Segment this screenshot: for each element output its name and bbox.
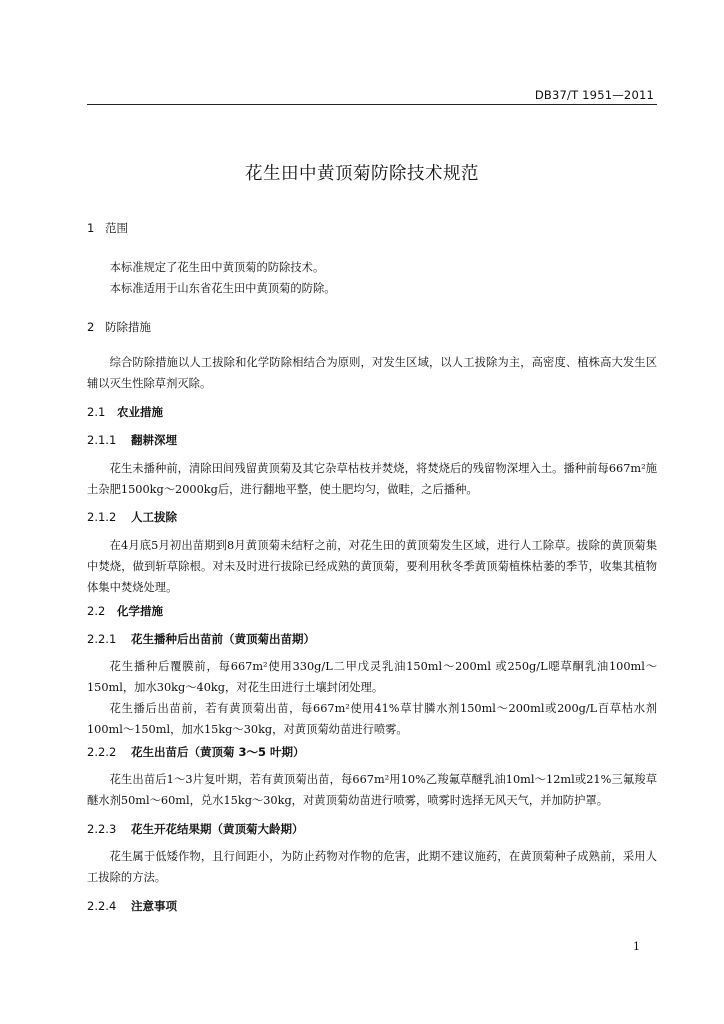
paragraph: 本标准规定了花生田中黄顶菊的防除技术。 bbox=[109, 261, 325, 274]
section-heading-2 bbox=[87, 318, 657, 336]
section-number: 2.1 bbox=[87, 405, 106, 419]
section-number: 2 bbox=[87, 320, 95, 334]
document-title: 花生田中黄顶菊防除技术规范 bbox=[245, 164, 479, 184]
section-title: 花生开花结果期（黄顶菊大龄期） bbox=[131, 822, 304, 836]
section-number: 2.2.3 bbox=[87, 822, 117, 836]
section-title: 防除措施 bbox=[105, 320, 151, 334]
section-2-2-3-body bbox=[87, 846, 657, 888]
standard-code: DB37/T 1951—2011 bbox=[534, 88, 654, 102]
paragraph: 本标准适用于山东省花生田中黄顶菊的防除。 bbox=[109, 282, 336, 295]
paragraph: 综合防除措施以人工拔除和化学防除相结合为原则，对发生区域，以人工拔除为主，高密度、植株高大发生区辅以灭生性除草剂灭除。 bbox=[87, 356, 657, 390]
page-number: 1 bbox=[633, 940, 640, 953]
section-heading-2-1 bbox=[87, 403, 657, 421]
section-heading-2-2-3 bbox=[87, 820, 657, 838]
section-number: 2.2.2 bbox=[87, 745, 117, 759]
section-number: 2.2.1 bbox=[87, 632, 117, 646]
section-title: 农业措施 bbox=[117, 405, 163, 419]
section-title: 人工拔除 bbox=[131, 510, 177, 524]
section-1-body bbox=[87, 257, 657, 299]
section-heading-2-2-2 bbox=[87, 743, 657, 761]
section-heading-2-2-4 bbox=[87, 897, 657, 915]
section-heading-1 bbox=[87, 219, 657, 237]
section-2-2-1-body bbox=[87, 656, 657, 740]
paragraph: 花生播后出苗前，若有黄顶菊出苗，每667m²使用41%草甘膦水剂150ml～200ml或200g/L百草枯水剂100ml～150ml，加水15kg～30kg，对黄顶菊幼苗进行喷雾。 bbox=[87, 702, 657, 736]
section-title: 花生出苗后（黄顶菊 3～5 叶期） bbox=[131, 745, 305, 759]
section-heading-2-1-1 bbox=[87, 431, 657, 449]
section-number: 1 bbox=[87, 221, 95, 235]
section-2-1-2-body bbox=[87, 535, 657, 598]
section-heading-2-2 bbox=[87, 602, 657, 620]
section-title: 花生播种后出苗前（黄顶菊出苗期） bbox=[131, 632, 315, 646]
section-title: 翻耕深埋 bbox=[131, 433, 177, 447]
paragraph: 花生未播种前，清除田间残留黄顶菊及其它杂草枯枝并焚烧，将焚烧后的残留物深埋入土。播种前每667m²施土杂肥1500kg～2000kg后，进行翻地平整，使土肥均匀，做畦，之后播种。 bbox=[87, 462, 657, 496]
section-number: 2.1.2 bbox=[87, 510, 117, 524]
section-2-2-2-body bbox=[87, 769, 657, 811]
section-heading-2-1-2 bbox=[87, 508, 657, 526]
section-title: 范围 bbox=[105, 221, 128, 235]
paragraph: 花生属于低矮作物，且行间距小，为防止药物对作物的危害，此期不建议施药，在黄顶菊种子成熟前，采用人工拔除的方法。 bbox=[87, 850, 657, 884]
section-number: 2.1.1 bbox=[87, 433, 117, 447]
section-title: 注意事项 bbox=[131, 899, 177, 913]
header-rule bbox=[87, 104, 657, 105]
paragraph: 花生播种后覆膜前，每667m²使用330g/L二甲戊灵乳油150ml～200ml 或250g/L噁草酮乳油100ml～150ml，加水30kg～40kg，对花生田进行土壤封闭处理。 bbox=[87, 660, 657, 694]
section-heading-2-2-1 bbox=[87, 630, 657, 648]
section-number: 2.2 bbox=[87, 604, 106, 618]
section-number: 2.2.4 bbox=[87, 899, 117, 913]
section-2-1-1-body bbox=[87, 458, 657, 500]
paragraph: 在4月底5月初出苗期到8月黄顶菊未结籽之前，对花生田的黄顶菊发生区域，进行人工除草。拔除的黄顶菊集中焚烧，做到斩草除根。对未及时进行拔除已经成熟的黄顶菊，要利用秋冬季黄顶菊植株枯萎的季节，收集其植物体集中焚烧处理。 bbox=[87, 539, 657, 594]
section-title: 化学措施 bbox=[117, 604, 163, 618]
section-2-body bbox=[87, 352, 657, 394]
paragraph: 花生出苗后1～3片复叶期，若有黄顶菊出苗，每667m²用10%乙羧氟草醚乳油10ml～12ml或21%三氟羧草醚水剂50ml～60ml，兑水15kg～30kg，对黄顶菊幼苗进行喷雾，喷雾时选择无风天气，并加防护罩。 bbox=[87, 773, 657, 807]
